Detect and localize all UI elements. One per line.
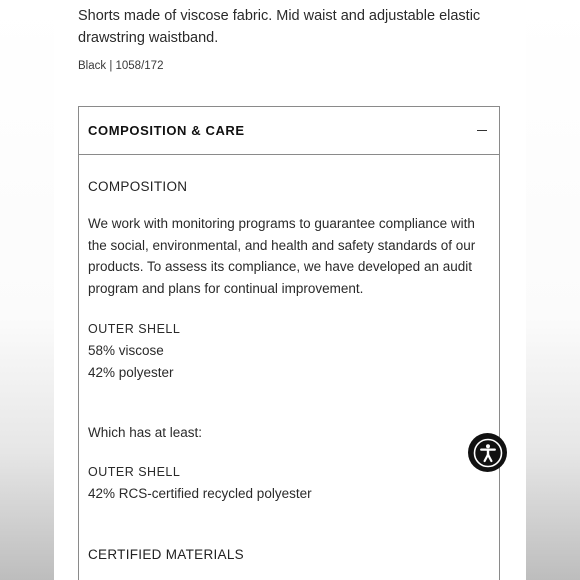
composition-care-accordion [78, 106, 500, 580]
color-reference: Black | 1058/172 [78, 60, 164, 72]
at-least-text: Which has at least: [88, 425, 203, 440]
outer-shell-label: OUTER SHELL [88, 322, 181, 336]
accessibility-button[interactable] [468, 433, 507, 472]
left-backdrop [0, 0, 54, 580]
accordion-title: COMPOSITION & CARE [88, 123, 245, 138]
product-description: Shorts made of viscose fabric. Mid waist and adjustable elastic drawstring waistband. [78, 8, 481, 46]
accessibility-person-icon [473, 438, 503, 468]
material-line: 42% polyester [88, 365, 174, 380]
compliance-paragraph: We work with monitoring programs to guarantee compliance with the social, environmental, and health and safety standards of our products. To assess its compliance, we have developed an audit program and plans for continual improvement. [88, 216, 476, 297]
minus-icon[interactable] [477, 130, 487, 131]
accordion-header[interactable] [79, 107, 499, 155]
material-line: 58% viscose [88, 343, 164, 358]
product-details-panel [54, 0, 526, 580]
certified-materials-heading: CERTIFIED MATERIALS [88, 547, 244, 562]
certified-material-line: 42% RCS-certified recycled polyester [88, 486, 312, 501]
right-backdrop [526, 0, 580, 580]
composition-heading: COMPOSITION [88, 179, 188, 194]
certified-outer-shell-label: OUTER SHELL [88, 465, 181, 479]
